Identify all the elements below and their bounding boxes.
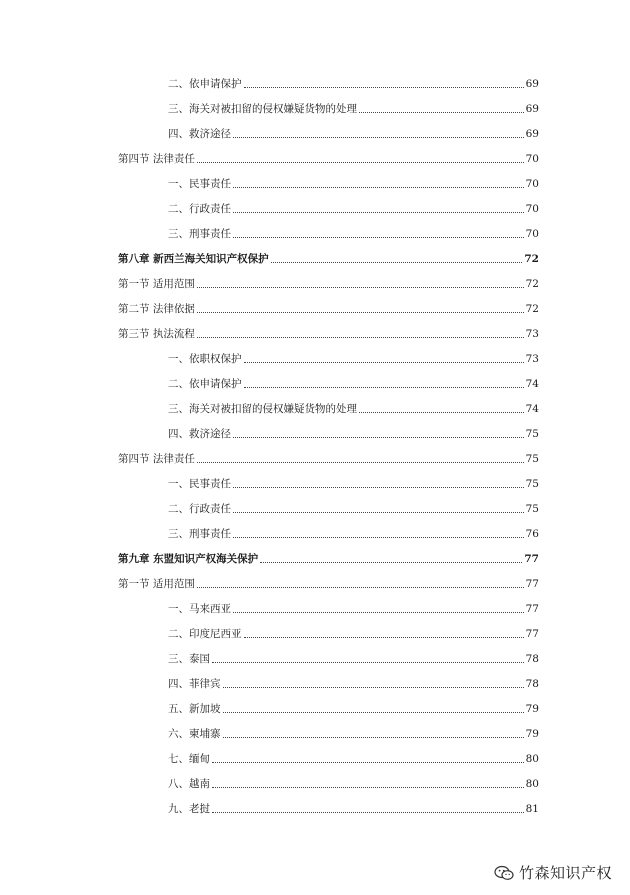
toc-entry-page: 74 (525, 378, 539, 390)
dot-leader (244, 637, 524, 638)
toc-entry-page: 79 (525, 703, 539, 715)
toc-entry-title: 四、菲律宾 (168, 678, 221, 690)
wechat-icon (494, 865, 514, 881)
dot-leader (197, 287, 524, 288)
toc-entry-title: 三、刑事责任 (168, 528, 231, 540)
toc-entry (168, 225, 539, 241)
toc-entry (168, 175, 539, 191)
toc-entry-page: 80 (525, 753, 539, 765)
toc-entry-title: 一、民事责任 (168, 178, 231, 190)
toc-entry (168, 525, 539, 541)
dot-leader (197, 162, 524, 163)
toc-entry-title: 三、刑事责任 (168, 228, 231, 240)
dot-leader (212, 787, 524, 788)
toc-entry-page: 70 (525, 153, 539, 165)
toc-entry-title: 第九章 东盟知识产权海关保护 (118, 553, 259, 565)
toc-entry-page: 69 (525, 128, 539, 140)
toc-entry-page: 80 (525, 778, 539, 790)
toc-entry-page: 75 (525, 478, 539, 490)
dot-leader (212, 762, 524, 763)
toc-entry-page: 73 (525, 328, 539, 340)
dot-leader (212, 812, 524, 813)
toc-entry-title: 六、柬埔寨 (168, 728, 221, 740)
toc-entry (168, 650, 539, 666)
toc-entry (168, 125, 539, 141)
toc-entry-page: 76 (525, 528, 539, 540)
toc-entry-page: 70 (525, 228, 539, 240)
toc-entry-title: 七、缅甸 (168, 753, 210, 765)
dot-leader (212, 662, 524, 663)
toc-entry (118, 575, 539, 591)
toc-entry-title: 二、依申请保护 (168, 78, 242, 90)
toc-entry-title: 二、印度尼西亚 (168, 628, 242, 640)
toc-entry-title: 四、救济途径 (168, 428, 231, 440)
toc-entry-title: 二、行政责任 (168, 503, 231, 515)
dot-leader (197, 337, 524, 338)
toc-entry-title: 二、行政责任 (168, 203, 231, 215)
toc-entry-title: 一、依职权保护 (168, 353, 242, 365)
toc-entry (118, 250, 539, 266)
toc-entry (168, 725, 539, 741)
toc-entry-title: 三、海关对被扣留的侵权嫌疑货物的处理 (168, 403, 357, 415)
toc-entry-page: 74 (525, 403, 539, 415)
dot-leader (260, 562, 522, 563)
toc-entry-page: 70 (525, 178, 539, 190)
toc-entry (168, 425, 539, 441)
dot-leader (223, 687, 524, 688)
toc-entry-page: 75 (525, 503, 539, 515)
dot-leader (244, 362, 524, 363)
toc-entry-page: 78 (525, 678, 539, 690)
dot-leader (233, 487, 524, 488)
toc-entry-title: 三、泰国 (168, 653, 210, 665)
dot-leader (197, 462, 524, 463)
toc-entry (168, 600, 539, 616)
toc-entry (168, 800, 539, 816)
dot-leader (359, 412, 524, 413)
dot-leader (233, 137, 524, 138)
toc-entry-page: 77 (525, 603, 539, 615)
toc-entry-page: 75 (525, 453, 539, 465)
toc-entry-page: 69 (525, 78, 539, 90)
toc-entry-page: 78 (525, 653, 539, 665)
toc-entry (168, 775, 539, 791)
dot-leader (244, 387, 524, 388)
dot-leader (223, 712, 524, 713)
dot-leader (233, 612, 524, 613)
toc-entry (168, 400, 539, 416)
toc-entry (168, 200, 539, 216)
toc-entry-page: 79 (525, 728, 539, 740)
toc-entry-title: 九、老挝 (168, 803, 210, 815)
toc-entry-title: 第一节 适用范围 (118, 278, 195, 290)
dot-leader (233, 212, 524, 213)
toc-entry (118, 450, 539, 466)
watermark-text: 竹森知识产权 (518, 864, 612, 882)
toc-entry (168, 100, 539, 116)
dot-leader (233, 237, 524, 238)
toc-entry-title: 第二节 法律依据 (118, 303, 195, 315)
toc-entry-page: 77 (525, 628, 539, 640)
toc-entry-title: 三、海关对被扣留的侵权嫌疑货物的处理 (168, 103, 357, 115)
dot-leader (271, 262, 523, 263)
toc-entry (118, 325, 539, 341)
toc-entry-page: 69 (525, 103, 539, 115)
toc-entry (168, 350, 539, 366)
dot-leader (233, 537, 524, 538)
dot-leader (197, 587, 524, 588)
toc-entry (168, 475, 539, 491)
dot-leader (233, 187, 524, 188)
toc-entry-page: 72 (525, 303, 539, 315)
toc-entry-page: 77 (525, 578, 539, 590)
toc-entry-page: 72 (525, 278, 539, 290)
toc-entry-page: 77 (524, 553, 539, 565)
toc-entry-title: 第四节 法律责任 (118, 153, 195, 165)
toc-entry (118, 300, 539, 316)
toc-entry-title: 二、依申请保护 (168, 378, 242, 390)
dot-leader (233, 437, 524, 438)
toc-entry-title: 第四节 法律责任 (118, 453, 195, 465)
toc-entry (168, 700, 539, 716)
toc-entry-title: 第三节 执法流程 (118, 328, 195, 340)
dot-leader (359, 112, 524, 113)
toc-entry-page: 72 (524, 253, 539, 265)
toc-entry-title: 四、救济途径 (168, 128, 231, 140)
toc-entry-title: 八、越南 (168, 778, 210, 790)
dot-leader (197, 312, 524, 313)
toc-entry-page: 73 (525, 353, 539, 365)
toc-entry-title: 第八章 新西兰海关知识产权保护 (118, 253, 269, 265)
toc-entry-page: 81 (525, 803, 539, 815)
toc-entry (168, 675, 539, 691)
toc-entry (168, 375, 539, 391)
dot-leader (233, 512, 524, 513)
toc-entry (118, 150, 539, 166)
toc-entry-page: 75 (525, 428, 539, 440)
watermark (494, 862, 612, 883)
toc-entry (168, 75, 539, 91)
toc-entry (118, 275, 539, 291)
toc-entry-title: 一、马来西亚 (168, 603, 231, 615)
toc-entry (168, 625, 539, 641)
toc-entry (118, 550, 539, 566)
toc-entry (168, 750, 539, 766)
toc-entry-page: 70 (525, 203, 539, 215)
dot-leader (223, 737, 524, 738)
toc-entry-title: 五、新加坡 (168, 703, 221, 715)
toc-entry (168, 500, 539, 516)
dot-leader (244, 87, 524, 88)
toc-entry-title: 一、民事责任 (168, 478, 231, 490)
toc-entry-title: 第一节 适用范围 (118, 578, 195, 590)
